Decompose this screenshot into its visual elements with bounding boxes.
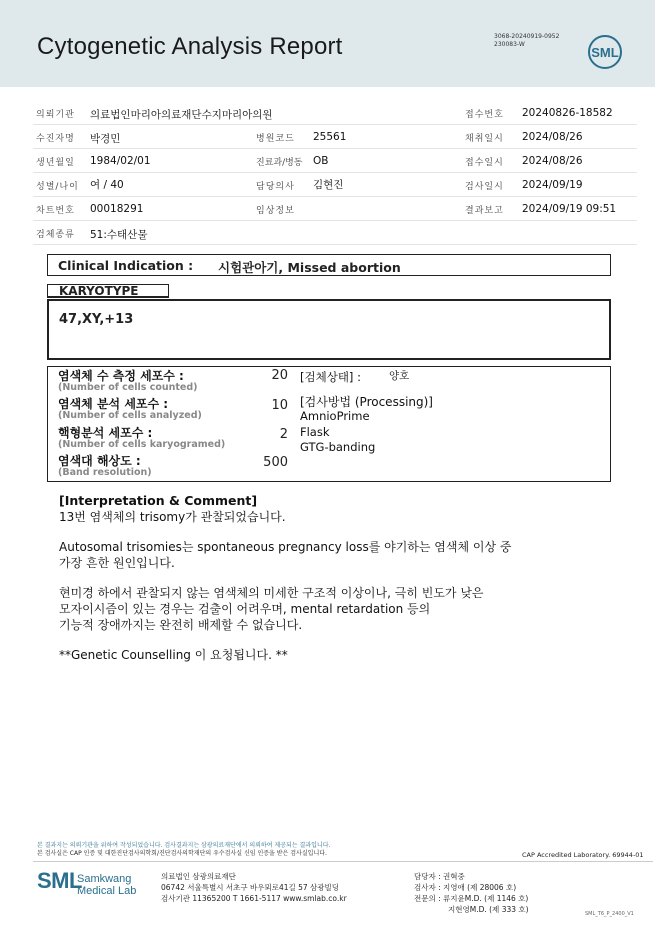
report-title: Cytogenetic Analysis Report (37, 33, 343, 60)
cells-analyzed (58, 398, 202, 421)
receipt-no-label: 접수번호 (465, 110, 504, 120)
footer-notes (37, 842, 330, 858)
info-row (33, 197, 637, 221)
info-row (33, 149, 637, 173)
exam-date-label: 검사일시 (465, 182, 504, 192)
report-header (0, 0, 655, 87)
footer-divider (33, 861, 653, 862)
interpretation-p3-line1: 현미경 하에서 관찰되지 않는 염색체의 미세한 구조적 이상이나, 극히 빈도가 낮은 (59, 586, 484, 600)
org-label: 의뢰기관 (36, 110, 75, 120)
interpretation-p3-line3: 기능적 장애까지는 완전히 배제할 수 없습니다. (59, 618, 303, 632)
footer-company-name (77, 873, 136, 897)
interpretation-p3-line2: 모자이시즘이 있는 경우는 검출이 어려우며, mental retardation 등의 (59, 602, 431, 616)
dept-label: 진료과/병동 (256, 158, 303, 168)
method-amnioprime: AmnioPrime (300, 409, 370, 423)
interpretation-p4: **Genetic Counselling 이 요청됩니다. ** (59, 648, 288, 662)
footer-staff-line2: 검사자 : 지영애 (제 28006 호) (414, 883, 517, 892)
birth-label: 생년월일 (36, 158, 75, 168)
report-code-line1: 3068-20240919-0952 (494, 33, 560, 40)
band-resolution-ko: 염색대 해상도 : (58, 454, 141, 468)
footer-addr-line3: 검사기관 11365200 T 1661-5117 www.smlab.co.kr (161, 894, 347, 903)
receipt-date-label: 접수일시 (465, 158, 504, 168)
receipt-no-value: 20240826-18582 (522, 107, 613, 119)
cell-stats-box (47, 366, 611, 482)
interpretation-section (59, 493, 559, 663)
interpretation-p2-line1: Autosomal trisomies는 spontaneous pregnancy loss를 야기하는 염색체 이상 중 (59, 540, 512, 554)
band-resolution (58, 455, 152, 478)
specimen-label: 검체종류 (36, 230, 75, 240)
sex-age-label: 성별/나이 (36, 182, 79, 192)
specimen-state-label: [검체상태] : (300, 370, 361, 384)
receipt-date-value: 2024/08/26 (522, 155, 583, 167)
footer-note-1: 본 결과지는 의뢰기관을 위하여 작성되었습니다. 검사결과지는 삼광의료재단에서 의뢰하여 제공되는 결과입니다. (37, 842, 331, 849)
band-resolution-value: 500 (263, 455, 288, 470)
patient-label: 수진자명 (36, 134, 75, 144)
clinical-indication-label: Clinical Indication : (58, 258, 194, 273)
cap-accreditation: CAP Accredited Laboratory. 69944-01 (522, 851, 644, 859)
report-code (494, 33, 559, 49)
interpretation-p2-line2: 가장 흔한 원인입니다. (59, 556, 175, 570)
chart-value: 00018291 (90, 203, 144, 215)
footer-addr-line2: 06742 서울특별시 서초구 바우뫼로41길 57 삼광빌딩 (161, 883, 340, 892)
footer-staff-line3: 전문의 : 류지윤M.D. (제 1146 호) (414, 894, 529, 903)
karyotype-value: 47,XY,+13 (59, 312, 134, 327)
result-report-label: 결과보고 (465, 206, 504, 216)
specimen-state-value: 양호 (389, 370, 410, 382)
sml-logo: SML (588, 35, 622, 69)
info-row (33, 125, 637, 149)
hospital-code-label: 병원코드 (256, 134, 295, 144)
footer-addr-line1: 의료법인 삼광의료재단 (161, 872, 236, 881)
footer-name-line1: Samkwang (77, 873, 132, 885)
collect-date-label: 채취일시 (465, 134, 504, 144)
dept-value: OB (313, 155, 329, 167)
cells-karyogramed-en: (Number of cells karyogramed) (58, 439, 226, 450)
info-row (33, 221, 637, 245)
hospital-code-value: 25561 (313, 131, 347, 143)
footer-staff (414, 871, 529, 915)
birth-value: 1984/02/01 (90, 155, 151, 167)
footer-name-line2: Medical Lab (77, 885, 137, 897)
footer-staff-line4: 지현영M.D. (제 333 호) (448, 905, 529, 914)
method-label: [검사방법 (Processing)] (300, 395, 433, 409)
interpretation-title: [Interpretation & Comment] (59, 493, 258, 508)
exam-date-value: 2024/09/19 (522, 179, 583, 191)
cells-analyzed-value: 10 (271, 398, 288, 413)
sex-age-value: 여 / 40 (90, 179, 124, 191)
method-gtg-banding: GTG-banding (300, 440, 376, 454)
cells-analyzed-en: (Number of cells analyzed) (58, 410, 202, 421)
method-flask: Flask (300, 425, 330, 439)
footer-address (161, 871, 347, 904)
doctor-value: 김현진 (313, 179, 344, 191)
interpretation-p1: 13번 염색체의 trisomy가 관찰되었습니다. (59, 510, 286, 524)
footer-note-2: 본 검사실은 CAP 인증 및 대한진단검사의학회/진단검사의학재단의 우수검사실 신임 인증을 받은 검사실입니다. (37, 850, 327, 857)
cells-karyogramed (58, 427, 225, 450)
band-resolution-en: (Band resolution) (58, 467, 152, 478)
footer-logo-text: SML (37, 868, 82, 893)
karyotype-label: KARYOTYPE (47, 284, 169, 298)
cells-counted (58, 370, 198, 393)
result-report-value: 2024/09/19 09:51 (522, 203, 617, 215)
cells-karyogramed-value: 2 (279, 427, 288, 442)
cells-analyzed-ko: 염색체 분석 세포수 : (58, 397, 169, 411)
document-code: SML_T6_P_2400_V1 (585, 911, 634, 917)
clinical-info-label: 임상정보 (256, 206, 295, 216)
patient-value: 박경민 (90, 133, 121, 145)
info-row (33, 173, 637, 197)
clinical-indication-box (47, 254, 611, 276)
specimen-value: 51:수태산물 (90, 229, 148, 241)
karyotype-box (47, 299, 611, 360)
cells-counted-en: (Number of cells counted) (58, 382, 198, 393)
cells-counted-value: 20 (271, 368, 288, 383)
cells-karyogramed-ko: 핵형분석 세포수 : (58, 426, 153, 440)
patient-info-table (33, 101, 637, 245)
chart-label: 차트번호 (36, 206, 75, 216)
cells-counted-ko: 염색체 수 측정 세포수 : (58, 369, 184, 383)
doctor-label: 담당의사 (256, 182, 295, 192)
info-row (33, 101, 637, 125)
collect-date-value: 2024/08/26 (522, 131, 583, 143)
clinical-indication-value: 시험관아기, Missed abortion (218, 260, 401, 275)
footer-staff-line1: 담당자 : 권혁중 (414, 872, 465, 881)
org-value: 의료법인마리아의료재단수지마리아의원 (90, 109, 273, 121)
report-code-line2: 230083-W (494, 41, 525, 48)
